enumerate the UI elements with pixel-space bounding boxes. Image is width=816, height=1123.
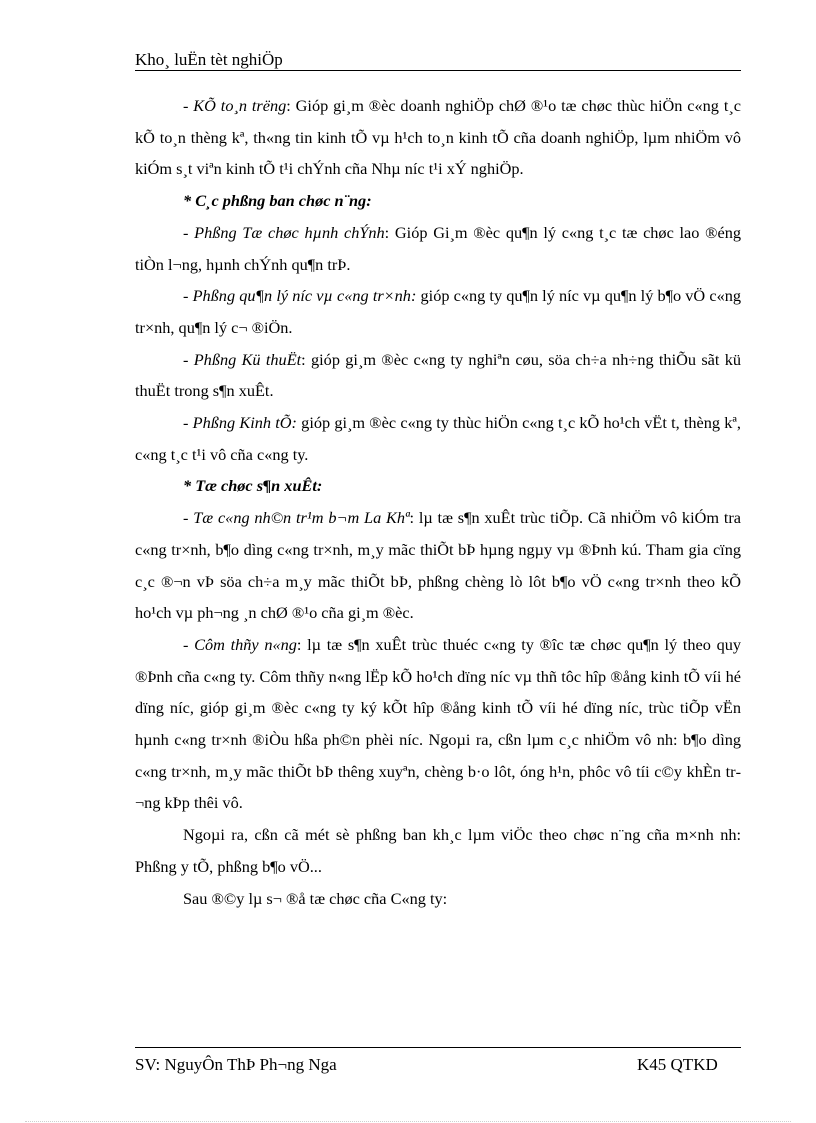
paragraph-ke-toan-truong	[135, 90, 741, 185]
paragraph-phong-to-chuc	[135, 217, 741, 280]
page-bottom-edge	[25, 1121, 791, 1122]
footer-author: SV: NguyÔn ThÞ Ph¬ng Nga	[135, 1055, 337, 1074]
section-heading-text: * Tæ chøc s¶n xuÊt:	[183, 476, 323, 496]
role-label: - KÕ to¸n trëng	[183, 96, 287, 115]
role-description: gióp c«ng ty qu¶n lý níc vµ qu¶n lý b¶o vÖ c«ng tr×nh, qu¶n lý c¬ ®iÖn.	[135, 286, 741, 337]
page-header-title: Kho¸ luËn tèt nghiÖp	[135, 50, 283, 69]
paragraph-phong-ban-khac	[135, 819, 741, 882]
role-description: : Gióp Gi¸m ®èc qu¶n lý c«ng t¸c tæ chøc lao ®éng tiÒn l¬ng, hµnh chÝnh qu¶n trÞ.	[135, 222, 742, 274]
role-description: : lµ tæ s¶n xuÊt trùc thuéc c«ng ty ®îc tæ chøc qu¶n lý theo quy ®Þnh cña c«ng ty. Côm thñy n«ng lËp kÕ ho¹ch dïng níc vµ thñ tôc hîp ®ång kinh tÕ víi hé dïng níc, gióp gi¸m ®èc c«ng ty ký kÕt hîp ®ång kinh tÕ víi hé dïng níc, trùc tiÕp vËn hµnh c«ng tr×nh ®iÒu hßa ph©n phèi níc. Ngoµi ra, cßn lµm c¸c nhiÖm vô nh: b¶o dìng c«ng tr×nh, m¸y mãc thiÕt bÞ thêng xuyªn, chèng b·o lôt, óng h¹n, phôc vô tíi c©y khÈn tr¬ng kÞp thêi vô.	[135, 634, 741, 813]
header-divider	[135, 70, 741, 71]
role-description: : gióp gi¸m ®èc c«ng ty nghiªn cøu, söa ch÷a nh÷ng thiÕu sãt kü thuËt trong s¶n xuÊt.	[135, 349, 742, 401]
paragraph-cum-thuy-nong	[135, 629, 741, 819]
section-heading-text: * C¸c phßng ban chøc n¨ng:	[183, 191, 372, 211]
role-label: - Phßng qu¶n lý níc vµ c«ng tr×nh:	[183, 286, 417, 306]
paragraph-phong-quan-ly-nuoc	[135, 280, 741, 343]
footer-class: K45 QTKD	[637, 1055, 718, 1074]
role-description: : Gióp gi¸m ®èc doanh nghiÖp chØ ®¹o tæ chøc thùc hiÖn c«ng t¸c kÕ to¸n thèng kª, th«ng tin kinh tÕ vµ h¹ch to¸n kinh tÕ cña doanh nghiÖp, lµm nhiÖm vô kiÓm s¸t viªn kinh tÕ t¹i chÝnh cña Nhµ níc t¹i xÝ nghiÖp.	[135, 96, 741, 179]
footer-divider	[135, 1047, 741, 1048]
role-description: : lµ tæ s¶n xuÊt trùc tiÕp. Cã nhiÖm vô kiÓm tra c«ng tr×nh, b¶o dìng c«ng tr×nh, m¸y mãc thiÕt bÞ hµng ngµy vµ ®Þnh kú. Tham gia cïng c¸c ®¬n vÞ söa ch÷a m¸y mãc thiÕt bÞ, phßng chèng lò lôt b¶o vÖ c«ng tr×nh theo kÕ ho¹ch vµ ph¬ng ¸n chØ ®¹o cña gi¸m ®èc.	[135, 508, 741, 623]
role-label: - Phßng Tæ chøc hµnh chÝnh	[183, 222, 385, 242]
paragraph-phong-kinh-te	[135, 407, 741, 470]
paragraph-text: Sau ®©y lµ s¬ ®å tæ chøc cña C«ng ty:	[183, 888, 448, 908]
role-label: - Phßng Kü thuËt	[183, 349, 302, 369]
paragraph-phong-ky-thuat	[135, 344, 741, 407]
role-label: - Phßng Kinh tÕ:	[183, 413, 297, 433]
role-description: gióp gi¸m ®èc c«ng ty thùc hiÖn c«ng t¸c kÕ ho¹ch vËt t, thèng kª, c«ng t¸c t¹i vô cña c«ng ty.	[135, 413, 741, 464]
document-body	[135, 90, 741, 914]
role-label: - Tæ c«ng nh©n tr¹m b¬m La Khª	[183, 508, 410, 528]
role-label: - Côm thñy n«ng	[183, 634, 297, 654]
paragraph-text: Ngoµi ra, cßn cã mét sè phßng ban kh¸c lµm viÖc theo chøc n¨ng cña m×nh nh: Phßng y tÕ, phßng b¶o vÖ...	[135, 825, 741, 876]
section-heading-san-xuat	[135, 470, 741, 502]
paragraph-to-cong-nhan	[135, 502, 741, 629]
section-heading-phong-ban	[135, 185, 741, 217]
paragraph-so-do-intro	[135, 883, 741, 915]
